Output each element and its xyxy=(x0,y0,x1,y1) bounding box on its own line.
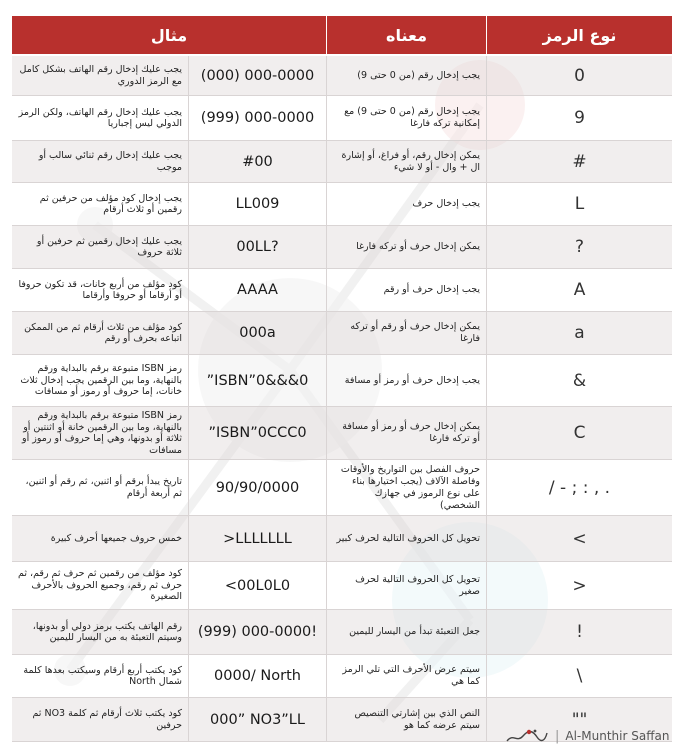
signature-logo-icon xyxy=(505,727,549,745)
mask-value-cell: 0000/ North xyxy=(188,655,326,697)
example-cell: يجب إدخال كود مؤلف من حرفين ثم رقمين أو ثلاث أرقام xyxy=(39,192,182,215)
symbol-cell: L xyxy=(486,183,672,225)
table-row xyxy=(12,516,672,562)
example-cell: يجب عليك إدخال رقم ثنائي سالب أو موجب xyxy=(38,150,182,173)
table-row xyxy=(12,655,672,698)
table-body xyxy=(12,56,672,742)
meaning-cell: تحويل كل الحروف التالية لحرف صغير xyxy=(326,562,486,609)
meaning-cell: يجب إدخال حرف أو رقم xyxy=(326,269,486,311)
example-cell: كود يكتب أربع أرقام وسيكتب بعدها كلمة شمال North xyxy=(23,664,182,687)
example-cell: كود مؤلف من ثلاث أرقام ثم من الممكن اتباعه بحرف أو رقم xyxy=(24,321,182,344)
mask-value-cell: (999) 000-0000! xyxy=(188,610,326,654)
table-row xyxy=(12,56,672,96)
meaning-cell: النص الذي بين إشارتي التنصيص سيتم عرضه كما هو xyxy=(326,698,486,741)
example-cell: كود يكتب ثلاث أرقام ثم كلمة NO3 ثم حرفين xyxy=(32,708,182,731)
footer-separator: | xyxy=(555,728,560,744)
mask-value-cell: LL009 xyxy=(188,183,326,225)
meaning-cell: يجب إدخال رقم (من 0 حتى 9) مع إمكانية تركه فارغا xyxy=(326,96,486,140)
table-row xyxy=(12,226,672,269)
mask-value-cell: 00LL? xyxy=(188,226,326,268)
table-row xyxy=(12,407,672,460)
symbol-cell: 9 xyxy=(486,96,672,140)
example-cell: كود مؤلف من رقمين ثم حرف ثم رقم، ثم حرف ثم رقم، وجميع الحروف بالأحرف الصغيرة xyxy=(18,568,182,603)
mask-value-cell: AAAA xyxy=(188,269,326,311)
meaning-cell: يجب إدخال رقم (من 0 حتى 9) xyxy=(326,56,486,95)
mask-value-cell: 000a xyxy=(188,312,326,354)
symbol-cell: & xyxy=(486,355,672,406)
table-row xyxy=(12,355,672,407)
input-mask-table xyxy=(12,16,672,742)
symbol-cell: > xyxy=(486,516,672,561)
table-row xyxy=(12,562,672,610)
table-row xyxy=(12,183,672,226)
example-cell: رقم الهاتف يكتب برمز دولي أو بدونها، وسيتم التعبئة به من اليسار لليمين xyxy=(32,620,182,643)
symbol-cell: . , : ; - / xyxy=(486,460,672,515)
example-cell: يجب عليك إدخال رقمين ثم حرفين أو ثلاثة حروف xyxy=(36,235,182,258)
mask-value-cell: #00 xyxy=(188,141,326,182)
mask-value-cell: ”ISBN”0CCC0 xyxy=(188,407,326,459)
meaning-cell: يمكن إدخال رقم، أو فراغ، أو إشارة ال + وال - أو لا شيء xyxy=(326,141,486,182)
table-row xyxy=(12,312,672,355)
example-cell: تاريخ يبدأ برقم أو اثنين، ثم رقم أو اثنين، ثم أربعة أرقام xyxy=(25,476,182,499)
table-row xyxy=(12,460,672,516)
example-cell: يجب عليك إدخال رقم الهاتف، ولكن الرمز الدولي ليس إجباريا xyxy=(18,106,182,129)
meaning-cell: جعل التعبئة تبدأ من اليسار لليمين xyxy=(326,610,486,654)
example-cell: رمز ISBN متبوعة برقم بالبداية ورقم بالنهاية، وما بين الرقمين خانة أو اثنتين أو ثلاثة أو بدونها، وهي إما حروف أو رموز أو مسافات xyxy=(22,410,182,456)
meaning-cell: سيتم عرض الأحرف التي تلي الرمز كما هي xyxy=(326,655,486,697)
mask-value-cell: <00L0L0 xyxy=(188,562,326,609)
symbol-cell: C xyxy=(486,407,672,459)
header-example: مثال xyxy=(12,16,326,54)
header-meaning: معناه xyxy=(326,16,486,54)
example-cell: كود مؤلف من أربع خانات، قد تكون حروفا أو أرقاما أو حروفا وأرقاما xyxy=(18,278,182,301)
symbol-cell: \ xyxy=(486,655,672,697)
meaning-cell: يجب إدخال حرف xyxy=(326,183,486,225)
mask-value-cell: 90/90/0000 xyxy=(188,460,326,515)
mask-value-cell: 000” NO3”LL xyxy=(188,698,326,741)
symbol-cell: < xyxy=(486,562,672,609)
example-cell: رمز ISBN متبوعة برقم بالبداية ورقم بالنهاية، وما بين الرقمين يجب إدخال ثلاث خانات، إما حروف أو رموز أو مسافات xyxy=(20,363,182,398)
example-cell: خمس حروف جميعها أحرف كبيرة xyxy=(50,532,182,544)
meaning-cell: يمكن إدخال حرف أو تركه فارغا xyxy=(326,226,486,268)
meaning-cell: يمكن إدخال حرف أو رمز أو مسافة أو تركه فارغا xyxy=(326,407,486,459)
author-credit xyxy=(505,726,669,746)
mask-value-cell: (999) 000-0000 xyxy=(188,96,326,140)
meaning-cell: يمكن إدخال حرف أو رقم أو تركه فارغا xyxy=(326,312,486,354)
symbol-cell: ! xyxy=(486,610,672,654)
symbol-cell: ? xyxy=(486,226,672,268)
mask-value-cell: ”ISBN”0&&&0 xyxy=(188,355,326,406)
table-row xyxy=(12,141,672,183)
example-cell: يجب عليك إدخال رقم الهاتف بشكل كامل مع الرمز الدوري xyxy=(19,64,182,87)
symbol-cell: 0 xyxy=(486,56,672,95)
meaning-cell: يجب إدخال حرف أو رمز أو مسافة xyxy=(326,355,486,406)
symbol-cell: A xyxy=(486,269,672,311)
meaning-cell: تحويل كل الحروف التالية لحرف كبير xyxy=(326,516,486,561)
table-row xyxy=(12,96,672,141)
mask-value-cell: >LLLLLLL xyxy=(188,516,326,561)
mask-value-cell: (000) 000-0000 xyxy=(188,56,326,95)
symbol-cell: a xyxy=(486,312,672,354)
symbol-cell: # xyxy=(486,141,672,182)
meaning-cell: حروف الفصل بين التواريخ والأوقات وفاصلة الآلاف (يجب اختيارها بناء على نوع الرموز في جهازك الشخصي) xyxy=(326,460,486,515)
table-row xyxy=(12,269,672,312)
table-header xyxy=(12,16,672,54)
header-symbol-type: نوع الرمز xyxy=(486,16,672,54)
table-row xyxy=(12,610,672,655)
author-name: Al-Munthir Saffan xyxy=(565,729,670,743)
symbol-cell: "" xyxy=(486,698,672,741)
